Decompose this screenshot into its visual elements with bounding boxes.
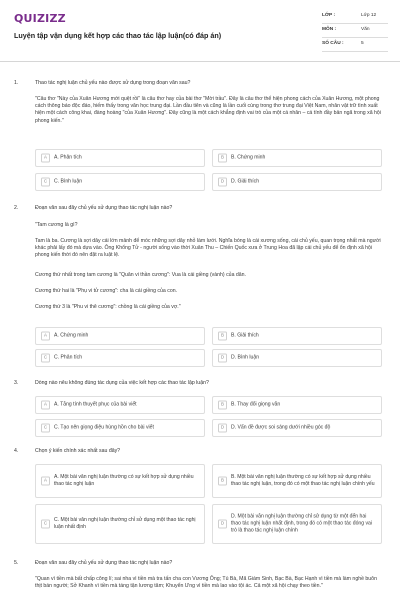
option-letter-box: A [41, 332, 50, 341]
question-passage: "Quan vì tiền mà bất chấp công lí; sai nha vì tiền mà tra tấn cha con Vương Ông; Tú Bà, Mã Giám Sinh, Bạc Bà, Bạc Hạnh vì tiền mà làm nghề buôn thịt bán người; Sở Khanh vì tiền mà táng tận lương tâm; Khuyển Ưng vì tiền mà lao vào tội ác. Cả một xã hội chạy theo tiền." [35, 576, 377, 590]
logo-text: QUIZIZZ [14, 12, 66, 26]
answer-option-c[interactable] [35, 504, 205, 544]
meta-row-class [322, 10, 388, 24]
question-passage: "Câu thơ "Này của Xuân Hương mới quệt rồi" là câu thơ hay của bài thơ "Mời trầu". Đây là câu thơ thể hiện phong cách của Xuân Hương, một phong cách thông báo độc đáo, hiếm thấy trong văn học trung đại. Lần đầu tiên và cũng là lần cuối cùng trong thơ trung đại Việt Nam, nhân vật trữ tình xuất hiện một cách công khai, đàng hoàng "của Xuân Hương". Đây cũng là một cách khẳng định vai trò của một cá nhân – cá tính đầy bản ngã trong xã hội phong kiến." [35, 96, 381, 124]
question-passage: Tam là ba. Cương là sợi dây cái lớn mảnh để móc những sợi dây nhỏ làm lưới. Nghĩa bóng là cái xương sống, cái chủ yếu, quan trọng nhất mà người khác phải lấy đó mà dựa vào. Ông Khổng Tử - người sống vào thời Xuân Thu – Chiến Quốc xưa ở Trung Hoa đã lập cái chủ yếu để ổn định xã hội phong kiến thời đó nên đặt ra luật lệ. [35, 238, 381, 259]
meta-label: SỐ CÂU : [322, 41, 344, 47]
option-letter-box: B [218, 477, 227, 486]
answer-option-d[interactable] [212, 173, 382, 191]
meta-row-question-count [322, 38, 388, 52]
option-text: B. Giải thích [231, 332, 259, 339]
meta-table [322, 10, 388, 52]
question-number: 4. [14, 448, 19, 454]
option-text: D. Vấn đề được soi sáng dưới nhiều góc độ [231, 424, 331, 431]
meta-label: LỚP : [322, 13, 336, 19]
option-text: D. Giải thích [231, 178, 260, 185]
option-letter-box: D [218, 520, 227, 529]
question-number: 5. [14, 560, 19, 566]
answer-option-d[interactable] [212, 419, 382, 437]
option-letter-box: C [41, 424, 50, 433]
option-letter-box: C [41, 520, 50, 529]
question-number: 3. [14, 380, 19, 386]
answer-option-c[interactable] [35, 173, 205, 191]
question-passage: Cương thứ nhất trong tam cương là "Quân vi thần cương": Vua là cái giềng (vành) của dân. [35, 272, 246, 278]
option-letter-box: B [218, 154, 227, 163]
answer-option-b[interactable] [212, 327, 382, 345]
question-number: 2. [14, 205, 19, 211]
meta-row-subject [322, 24, 388, 38]
question-passage: Cương thứ 3 là "Phu vi thê cương": chồng là cái giềng của vợ." [35, 304, 181, 310]
option-letter-box: B [218, 332, 227, 341]
answer-option-c[interactable] [35, 419, 205, 437]
answer-option-b[interactable] [212, 149, 382, 167]
answer-option-d[interactable] [212, 349, 382, 367]
meta-label: MÔN : [322, 27, 337, 33]
answer-option-c[interactable] [35, 349, 205, 367]
option-text: A. Phân tích [54, 154, 82, 161]
answer-option-b[interactable] [212, 396, 382, 414]
meta-value: Lớp 12 [361, 13, 377, 19]
option-letter-box: C [41, 178, 50, 187]
option-text: D. Bình luận [231, 354, 260, 361]
question-text: Đoạn văn sau đây chủ yếu sử dụng thao tác nghị luận nào? [35, 560, 173, 566]
option-text: C. Một bài văn nghị luận thường chỉ sử dụng một thao tác nghị luận nhất định [54, 517, 196, 530]
document-header [0, 0, 400, 62]
answer-option-a[interactable] [35, 464, 205, 498]
option-letter-box: C [41, 354, 50, 363]
option-text: B. Thay đổi giọng văn [231, 401, 281, 408]
question-passage: Cương thứ hai là "Phụ vi tử cương": cha là cái giềng của con. [35, 288, 178, 294]
answer-option-d[interactable] [212, 504, 382, 544]
option-letter-box: A [41, 154, 50, 163]
question-number: 1. [14, 80, 19, 86]
option-letter-box: A [41, 477, 50, 486]
quizizz-logo [14, 13, 66, 25]
option-letter-box: D [218, 424, 227, 433]
option-text: A. Một bài văn nghị luận thường có sự kết hợp sử dụng nhiều thao tác nghị luận [54, 474, 194, 487]
answer-option-a[interactable] [35, 327, 205, 345]
question-text: Chọn ý kiến chính xác nhất sau đây? [35, 448, 121, 454]
meta-value: 5 [361, 41, 364, 47]
option-text: B. Chứng minh [231, 154, 266, 161]
answer-option-a[interactable] [35, 149, 205, 167]
question-passage: "Tam cương là gì? [35, 222, 78, 228]
question-text: Dòng nào nêu không đúng tác dụng của việc kết hợp các thao tác lập luận? [35, 380, 209, 386]
answer-option-b[interactable] [212, 464, 382, 498]
option-letter-box: B [218, 401, 227, 410]
option-text: A. Tăng tính thuyết phục của bài viết [54, 401, 137, 408]
document-title: Luyện tập vận dụng kết hợp các thao tác lập luận(có đáp án) [14, 31, 222, 40]
option-text: B. Một bài văn nghị luận thường có sự kết hợp sử dụng nhiều thao tác nghị luận, trong đó có một thao tác nghị luận chính yếu [231, 474, 375, 487]
option-text: C. Bình luận [54, 178, 83, 185]
option-text: A. Chứng minh [54, 332, 89, 339]
option-letter-box: D [218, 354, 227, 363]
option-text: C. Tạo nên giọng điệu hùng hồn cho bài viết [54, 424, 154, 431]
question-text: Đoạn văn sau đây chủ yếu sử dụng thao tác nghị luận nào? [35, 205, 173, 211]
meta-value: Văn [361, 27, 370, 33]
answer-option-a[interactable] [35, 396, 205, 414]
option-letter-box: A [41, 401, 50, 410]
option-letter-box: D [218, 178, 227, 187]
question-text: Thao tác nghị luận chủ yếu nào được sử dụng trong đoạn văn sau? [35, 80, 191, 86]
option-text: D. Một bài văn nghị luận thường chỉ sử dụng từ một đến hai thao tác nghị luận nhất định, trong đó có một thao tác đóng vai trò là thao tác nghị luận chính [231, 513, 373, 534]
option-text: C. Phân tích [54, 354, 83, 361]
